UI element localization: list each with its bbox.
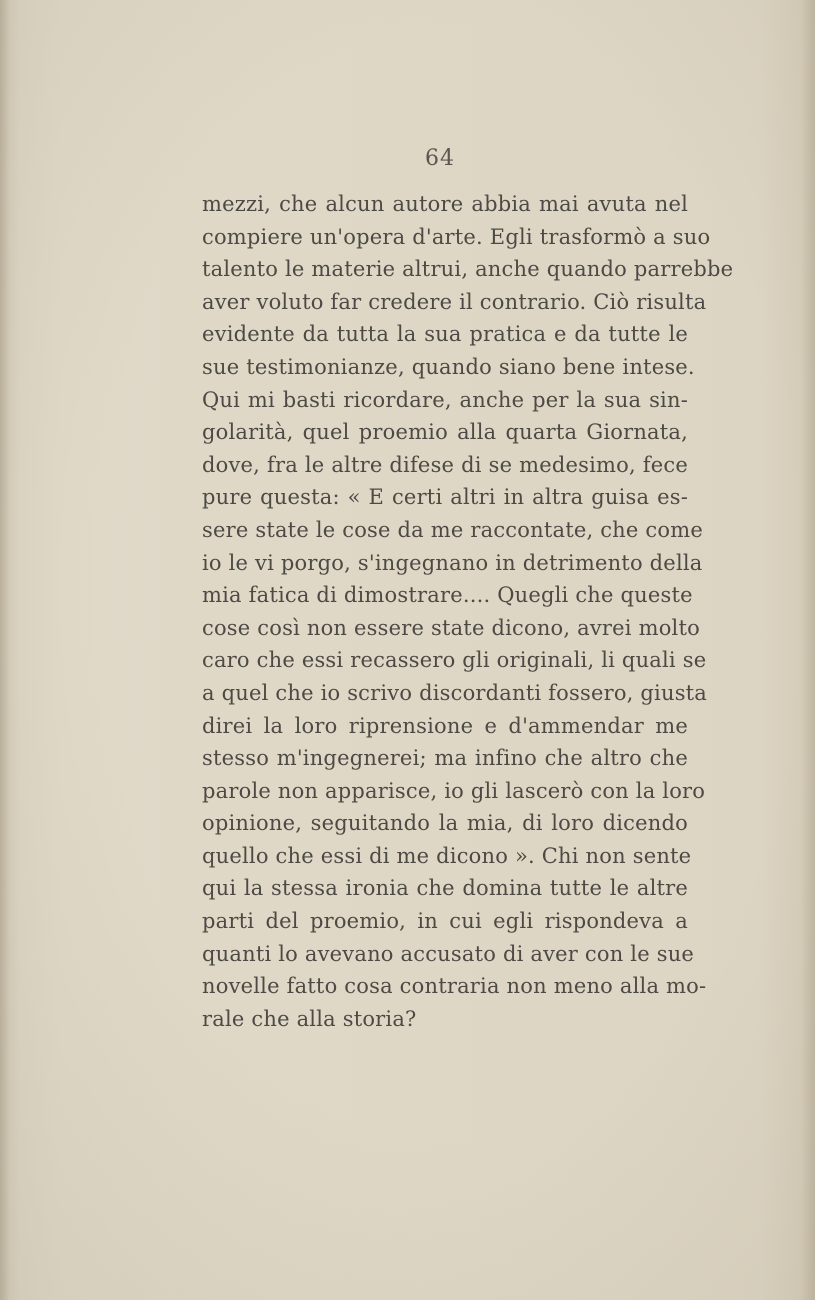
text-line: stesso m'ingegnerei; ma infino che altro che <box>202 746 688 771</box>
text-line: quello che essi di me dicono ». Chi non sente <box>202 843 692 868</box>
text-line: qui la stessa ironia che domina tutte le altre <box>202 876 688 901</box>
page-number: 64 <box>425 146 455 171</box>
text-line: direi la loro riprensione e d'ammendar me <box>202 713 688 738</box>
text-line: caro che essi recassero gli originali, li quali se <box>202 648 707 673</box>
text-line: evidente da tutta la sua pratica e da tutte le <box>202 322 688 347</box>
text-line: opinione, seguitando la mia, di loro dicendo <box>202 811 688 836</box>
body-text <box>202 188 734 1035</box>
page-right-edge-shadow <box>801 0 815 1300</box>
text-line: rale che alla storia? <box>202 1006 417 1031</box>
text-line: io le vi porgo, s'ingegnano in detrimento della <box>202 550 703 575</box>
text-line: parti del proemio, in cui egli rispondeva a <box>202 909 688 934</box>
text-line: sue testimonianze, quando siano bene intese. <box>202 354 695 379</box>
text-line: parole non apparisce, io gli lascerò con la loro <box>202 778 706 803</box>
page-left-edge-shadow <box>0 0 10 1300</box>
text-line: compiere un'opera d'arte. Egli trasformò a suo <box>202 224 711 249</box>
text-line: mezzi, che alcun autore abbia mai avuta nel <box>202 192 688 216</box>
text-line: novelle fatto cosa contraria non meno alla mo- <box>202 974 707 999</box>
text-line: cose così non essere state dicono, avrei molto <box>202 615 700 640</box>
text-line: aver voluto far credere il contrario. Ciò risulta <box>202 289 707 314</box>
text-line: talento le materie altrui, anche quando parrebbe <box>202 257 734 282</box>
text-line: a quel che io scrivo discordanti fossero, giusta <box>202 680 708 705</box>
text-line: quanti lo avevano accusato di aver con le sue <box>202 941 695 966</box>
text-line: sere state le cose da me raccontate, che come <box>202 517 703 542</box>
text-line: golarità, quel proemio alla quarta Giornata, <box>202 420 688 445</box>
text-line: dove, fra le altre difese di se medesimo, fece <box>202 452 688 477</box>
text-line: mia fatica di dimostrare.... Quegli che queste <box>202 583 693 608</box>
text-line: Qui mi basti ricordare, anche per la sua sin- <box>202 387 688 412</box>
text-line: pure questa: « E certi altri in altra guisa es- <box>202 485 688 510</box>
